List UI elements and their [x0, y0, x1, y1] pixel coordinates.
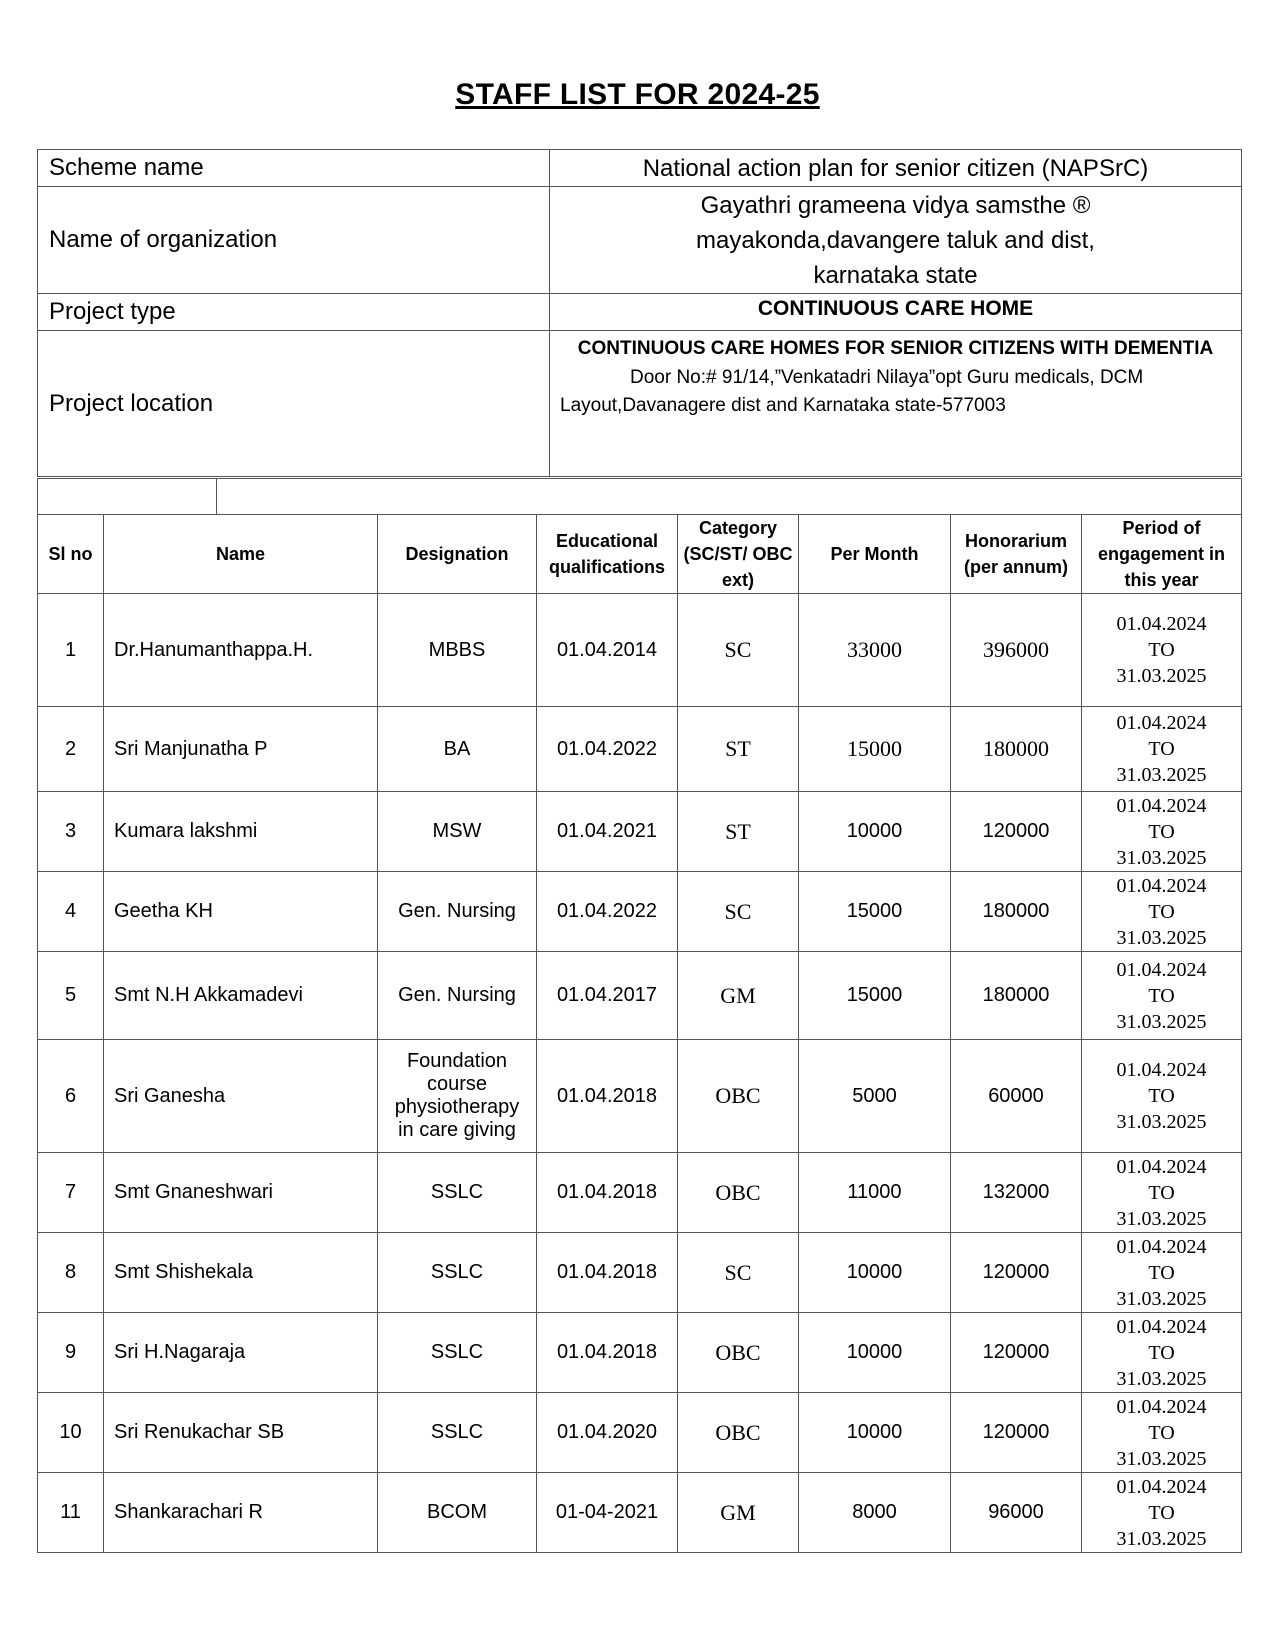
- header-category: Category (SC/ST/ OBC ext): [678, 515, 799, 594]
- cell-name: Sri Ganesha: [104, 1040, 378, 1153]
- period-period-end: 31.03.2025: [1116, 1111, 1207, 1133]
- table-row: [38, 1313, 1242, 1393]
- period-period-end: 31.03.2025: [1116, 846, 1207, 869]
- cell-per-month: 10000: [799, 1393, 951, 1473]
- cell-educational-qualifications: 01.04.2018: [537, 1153, 678, 1233]
- staff-table-header: [38, 515, 1242, 594]
- cell-per-month: 8000: [799, 1473, 951, 1553]
- cell-educational-qualifications: 01.04.2022: [537, 872, 678, 952]
- cell-designation: SSLC: [378, 1233, 537, 1313]
- cell-name: Sri Renukachar SB: [104, 1393, 378, 1473]
- blank-cell: [217, 479, 1242, 515]
- cell-honorarium: 180000: [951, 707, 1082, 792]
- project-location-label: Project location: [38, 331, 550, 477]
- header-designation: Designation: [378, 515, 537, 594]
- period-period-from: 01.04.2024: [1116, 1059, 1207, 1081]
- period-period-end: 31.03.2025: [1116, 1207, 1207, 1230]
- blank-cell: [38, 479, 217, 515]
- period-period-from: 01.04.2024: [1116, 1235, 1207, 1258]
- cell-designation: BA: [378, 707, 537, 792]
- cell-period: [1082, 1040, 1242, 1153]
- project-type-row: [38, 294, 1242, 331]
- cell-educational-qualifications: 01.04.2018: [537, 1040, 678, 1153]
- cell-honorarium: 180000: [951, 952, 1082, 1040]
- cell-period: [1082, 1153, 1242, 1233]
- cell-educational-qualifications: 01.04.2022: [537, 707, 678, 792]
- cell-name: Smt Gnaneshwari: [104, 1153, 378, 1233]
- cell-category: OBC: [678, 1040, 799, 1153]
- period-period-to: TO: [1148, 639, 1175, 661]
- scheme-name-value: National action plan for senior citizen (NAPSrC): [550, 150, 1242, 187]
- period-period-from: 01.04.2024: [1116, 1315, 1207, 1338]
- cell-sl-no: 9: [38, 1313, 104, 1393]
- period-period-end: 31.03.2025: [1116, 1287, 1207, 1310]
- period-period-from: 01.04.2024: [1116, 874, 1207, 897]
- cell-designation: MBBS: [378, 594, 537, 707]
- cell-per-month: 15000: [799, 707, 951, 792]
- cell-sl-no: 10: [38, 1393, 104, 1473]
- organization-label: Name of organization: [38, 187, 550, 294]
- cell-sl-no: 3: [38, 792, 104, 872]
- organization-line-3: karnataka state: [813, 261, 978, 289]
- period-period-from: 01.04.2024: [1116, 1395, 1207, 1418]
- cell-honorarium: 132000: [951, 1153, 1082, 1233]
- project-location-value: [550, 331, 1242, 477]
- period-period-end: 31.03.2025: [1116, 1447, 1207, 1470]
- cell-period: [1082, 872, 1242, 952]
- cell-designation: Gen. Nursing: [378, 872, 537, 952]
- period-period-to: TO: [1148, 1421, 1175, 1444]
- period-period-end: 31.03.2025: [1116, 926, 1207, 949]
- cell-period: [1082, 792, 1242, 872]
- period-period-to: TO: [1148, 1261, 1175, 1284]
- cell-category: OBC: [678, 1313, 799, 1393]
- cell-name: Geetha KH: [104, 872, 378, 952]
- table-row: [38, 1233, 1242, 1313]
- table-row: [38, 952, 1242, 1040]
- cell-period: [1082, 1393, 1242, 1473]
- table-row: [38, 1393, 1242, 1473]
- cell-per-month: 33000: [799, 594, 951, 707]
- cell-designation: Gen. Nursing: [378, 952, 537, 1040]
- table-row: [38, 1473, 1242, 1553]
- cell-per-month: 15000: [799, 872, 951, 952]
- blank-row-table: [37, 478, 1242, 515]
- cell-category: ST: [678, 707, 799, 792]
- cell-period: [1082, 594, 1242, 707]
- staff-table: [37, 514, 1242, 1553]
- period-period-end: 31.03.2025: [1116, 1367, 1207, 1390]
- blank-row: [38, 479, 1242, 515]
- cell-per-month: 10000: [799, 1233, 951, 1313]
- scheme-info-table: [37, 149, 1242, 477]
- cell-educational-qualifications: 01.04.2017: [537, 952, 678, 1040]
- cell-sl-no: 1: [38, 594, 104, 707]
- cell-name: Shankarachari R: [104, 1473, 378, 1553]
- organization-value: [550, 187, 1242, 294]
- project-type-label: Project type: [38, 294, 550, 331]
- cell-honorarium: 120000: [951, 1233, 1082, 1313]
- cell-honorarium: 120000: [951, 1393, 1082, 1473]
- period-period-end: 31.03.2025: [1116, 1527, 1207, 1550]
- period-period-from: 01.04.2024: [1116, 958, 1207, 981]
- cell-period: [1082, 952, 1242, 1040]
- cell-name: Sri Manjunatha P: [104, 707, 378, 792]
- cell-name: Dr.Hanumanthappa.H.: [104, 594, 378, 707]
- page-title: STAFF LIST FOR 2024-25: [455, 78, 820, 111]
- cell-educational-qualifications: 01.04.2021: [537, 792, 678, 872]
- project-type-value: CONTINUOUS CARE HOME: [550, 294, 1242, 331]
- cell-designation: Foundation course physiotherapy in care giving: [378, 1040, 537, 1153]
- cell-designation: SSLC: [378, 1313, 537, 1393]
- period-period-end: 31.03.2025: [1116, 665, 1207, 687]
- period-period-to: TO: [1148, 820, 1175, 843]
- table-row: [38, 872, 1242, 952]
- project-location-address: Door No:# 91/14,”Venkatadri Nilaya”opt Guru medicals, DCM Layout,Davanagere dist and Karnataka state-577003: [560, 367, 1144, 416]
- period-period-from: 01.04.2024: [1116, 794, 1207, 817]
- period-period-from: 01.04.2024: [1116, 712, 1207, 734]
- cell-educational-qualifications: 01.04.2014: [537, 594, 678, 707]
- period-period-from: 01.04.2024: [1116, 1155, 1207, 1178]
- period-period-to: TO: [1148, 738, 1175, 760]
- organization-line-2: mayakonda,davangere taluk and dist,: [696, 226, 1095, 254]
- header-name: Name: [104, 515, 378, 594]
- cell-category: OBC: [678, 1153, 799, 1233]
- cell-honorarium: 120000: [951, 1313, 1082, 1393]
- table-row: [38, 792, 1242, 872]
- cell-per-month: 11000: [799, 1153, 951, 1233]
- cell-category: OBC: [678, 1393, 799, 1473]
- cell-sl-no: 7: [38, 1153, 104, 1233]
- cell-name: Sri H.Nagaraja: [104, 1313, 378, 1393]
- period-period-from: 01.04.2024: [1116, 1475, 1207, 1498]
- period-period-to: TO: [1148, 900, 1175, 923]
- period-period-to: TO: [1148, 1501, 1175, 1524]
- cell-educational-qualifications: 01.04.2018: [537, 1313, 678, 1393]
- cell-category: SC: [678, 594, 799, 707]
- header-honorarium: Honorarium (per annum): [951, 515, 1082, 594]
- cell-honorarium: 396000: [951, 594, 1082, 707]
- table-row: [38, 1153, 1242, 1233]
- project-location-row: [38, 331, 1242, 477]
- cell-sl-no: 5: [38, 952, 104, 1040]
- cell-category: GM: [678, 952, 799, 1040]
- cell-period: [1082, 1473, 1242, 1553]
- header-period: Period of engagement in this year: [1082, 515, 1242, 594]
- cell-sl-no: 4: [38, 872, 104, 952]
- cell-name: Kumara lakshmi: [104, 792, 378, 872]
- cell-honorarium: 180000: [951, 872, 1082, 952]
- cell-period: [1082, 1233, 1242, 1313]
- cell-honorarium: 96000: [951, 1473, 1082, 1553]
- cell-educational-qualifications: 01.04.2018: [537, 1233, 678, 1313]
- cell-sl-no: 8: [38, 1233, 104, 1313]
- period-period-to: TO: [1148, 1341, 1175, 1364]
- cell-period: [1082, 1313, 1242, 1393]
- scheme-row: [38, 150, 1242, 187]
- header-per-month: Per Month: [799, 515, 951, 594]
- cell-sl-no: 11: [38, 1473, 104, 1553]
- period-period-to: TO: [1148, 1181, 1175, 1204]
- period-period-to: TO: [1148, 1085, 1175, 1107]
- cell-per-month: 15000: [799, 952, 951, 1040]
- cell-category: SC: [678, 1233, 799, 1313]
- period-period-end: 31.03.2025: [1116, 1010, 1207, 1033]
- cell-designation: SSLC: [378, 1393, 537, 1473]
- cell-per-month: 10000: [799, 1313, 951, 1393]
- cell-sl-no: 2: [38, 707, 104, 792]
- scheme-name-label: Scheme name: [38, 150, 550, 187]
- period-period-end: 31.03.2025: [1116, 764, 1207, 786]
- cell-category: GM: [678, 1473, 799, 1553]
- cell-period: [1082, 707, 1242, 792]
- period-period-to: TO: [1148, 984, 1175, 1007]
- header-sl-no: Sl no: [38, 515, 104, 594]
- project-location-title: CONTINUOUS CARE HOMES FOR SENIOR CITIZENS WITH DEMENTIA: [577, 338, 1214, 359]
- cell-educational-qualifications: 01.04.2020: [537, 1393, 678, 1473]
- cell-category: ST: [678, 792, 799, 872]
- organization-line-1: Gayathri grameena vidya samsthe ®: [700, 191, 1091, 219]
- cell-category: SC: [678, 872, 799, 952]
- cell-designation: MSW: [378, 792, 537, 872]
- header-educational-qualifications: Educational qualifications: [537, 515, 678, 594]
- organization-row: [38, 187, 1242, 294]
- cell-honorarium: 60000: [951, 1040, 1082, 1153]
- table-row: [38, 594, 1242, 707]
- cell-name: Smt Shishekala: [104, 1233, 378, 1313]
- cell-per-month: 5000: [799, 1040, 951, 1153]
- cell-sl-no: 6: [38, 1040, 104, 1153]
- cell-name: Smt N.H Akkamadevi: [104, 952, 378, 1040]
- cell-educational-qualifications: 01-04-2021: [537, 1473, 678, 1553]
- cell-per-month: 10000: [799, 792, 951, 872]
- cell-designation: SSLC: [378, 1153, 537, 1233]
- cell-designation: BCOM: [378, 1473, 537, 1553]
- table-row: [38, 707, 1242, 792]
- period-period-from: 01.04.2024: [1116, 613, 1207, 635]
- cell-honorarium: 120000: [951, 792, 1082, 872]
- table-row: [38, 1040, 1242, 1153]
